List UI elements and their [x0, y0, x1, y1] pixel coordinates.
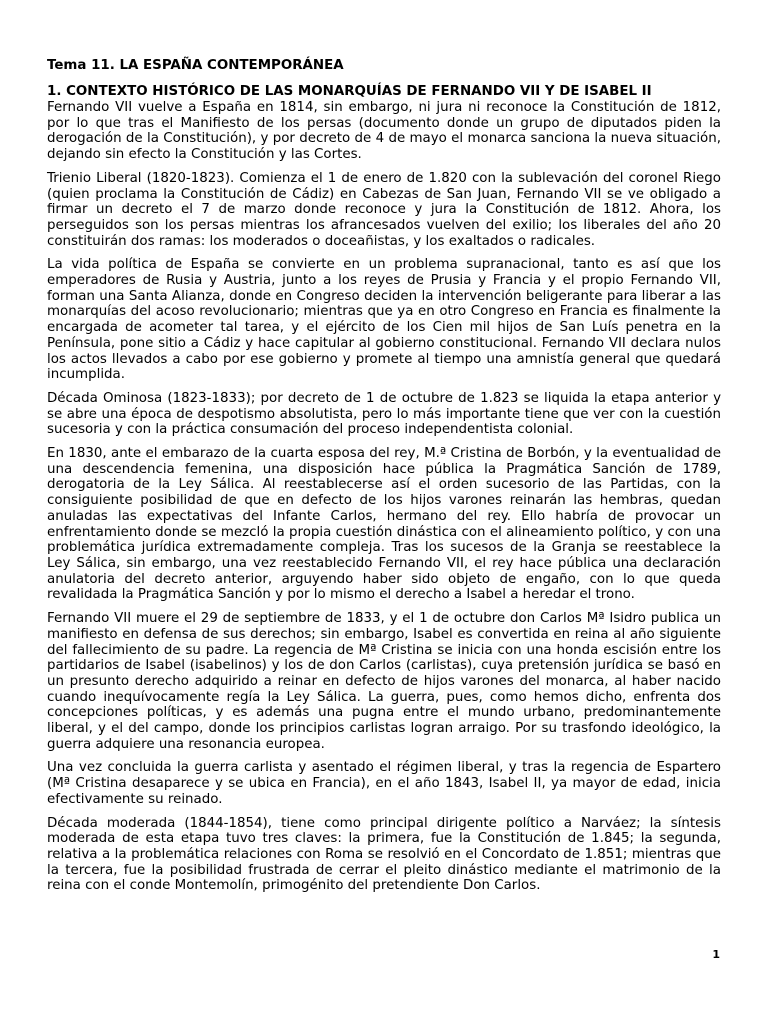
paragraph: Una vez concluida la guerra carlista y asentado el régimen liberal, y tras la regencia de Espartero (Mª Cristina desaparece y se ubica en Francia), en el año 1843, Isabel II, ya mayor de edad, inicia efectivamente su reinado.: [47, 760, 721, 807]
paragraph: En 1830, ante el embarazo de la cuarta esposa del rey, M.ª Cristina de Borbón, y la eventualidad de una descendencia femenina, una disposición hace pública la Pragmática Sanción de 1789, derogatoria de la Ley Sálica. Al reestablecerse así el orden sucesorio de las Partidas, con la consiguiente posibilidad de que en defecto de los hijos varones reinarán las hembras, quedan anuladas las expectativas del Infante Carlos, hermano del rey. Ello habría de provocar un enfrentamiento donde se mezcló la propia cuestión dinástica con el alineamiento político, y con una problemática jurídica extremadamente compleja. Tras los sucesos de la Granja se reestablece la Ley Sálica, sin embargo, una vez reestablecido Fernando VII, el rey hace pública una declaración anulatoria del decreto anterior, arguyendo haber sido objeto de engaño, con lo que queda revalidada la Pragmática Sanción y por lo mismo el derecho a Isabel a heredar el trono.: [47, 446, 721, 603]
paragraph: Fernando VII muere el 29 de septiembre de 1833, y el 1 de octubre don Carlos Mª Isidro publica un manifiesto en defensa de sus derechos; sin embargo, Isabel es convertida en reina al año siguiente del fallecimiento de su padre. La regencia de Mª Cristina se inicia con una honda escisión entre los partidarios de Isabel (isabelinos) y los de don Carlos (carlistas), cuya pretensión jurídica se basó en un presunto derecho adquirido a reinar en defecto de hijos varones del monarca, al haber nacido cuando inequívocamente regía la Ley Sálica. La guerra, pues, como hemos dicho, enfrenta dos concepciones políticas, y es además una pugna entre el mundo urbano, predominantemente liberal, y el del campo, donde los principios carlistas logran arraigo. Por su trasfondo ideológico, la guerra adquiere una resonancia europea.: [47, 611, 721, 752]
paragraph: Fernando VII vuelve a España en 1814, sin embargo, ni jura ni reconoce la Constitución de 1812, por lo que tras el Manifiesto de los persas (documento donde un grupo de diputados piden la derogación de la Constitución), y por decreto de 4 de mayo el monarca sanciona la nueva situación, dejando sin efecto la Constitución y las Cortes.: [47, 100, 721, 163]
document-title: Tema 11. LA ESPAÑA CONTEMPORÁNEA: [47, 58, 344, 73]
page-number: 1: [712, 948, 720, 961]
paragraph: Trienio Liberal (1820-1823). Comienza el 1 de enero de 1.820 con la sublevación del coronel Riego (quien proclama la Constitución de Cádiz) en Cabezas de San Juan, Fernando VII se ve obligado a firmar un decreto el 7 de marzo donde reconoce y jura la Constitución de 1812. Ahora, los perseguidos son los persas mientras los afrancesados vuelven del exilio; los liberales del año 20 constituirán dos ramas: los moderados o doceañistas, y los exaltados o radicales.: [47, 170, 721, 249]
paragraph: Década Ominosa (1823-1833); por decreto de 1 de octubre de 1.823 se liquida la etapa anterior y se abre una época de despotismo absolutista, pero lo más importante tiene que ver con la cuestión sucesoria y con la práctica consumación del proceso independentista colonial.: [47, 390, 721, 438]
paragraph: La vida política de España se convierte en un problema supranacional, tanto es así que los emperadores de Rusia y Austria, junto a los reyes de Prusia y Francia y el propio Fernando VII, forman una Santa Alianza, donde en Congreso deciden la intervención beligerante para liberar a las monarquías del acoso revolucionario; mientras que ya en otro Congreso en Francia es finalmente la encargada de acometer tal tarea, y el ejército de los Cien mil hijos de San Luís penetra en la Península, pone sitio a Cádiz y hace capitular al gobierno constitucional. Fernando VII declara nulos los actos llevados a cabo por ese gobierno y promete al tiempo una amnistía general que quedará incumplida.: [47, 257, 721, 383]
document-page: [47, 58, 721, 902]
paragraph: Década moderada (1844-1854), tiene como principal dirigente político a Narváez; la síntesis moderada de esta etapa tuvo tres claves: la primera, fue la Constitución de 1.845; la segunda, relativa a la problemática relaciones con Roma se resolvió en el Concordato de 1.851; mientras que la tercera, fue la posibilidad frustrada de cerrar el pleito dinástico mediante el matrimonio de la reina con el conde Montemolín, primogénito del pretendiente Don Carlos.: [47, 815, 721, 894]
section-title: 1. CONTEXTO HISTÓRICO DE LAS MONARQUÍAS DE FERNANDO VII Y DE ISABEL II: [47, 84, 652, 99]
